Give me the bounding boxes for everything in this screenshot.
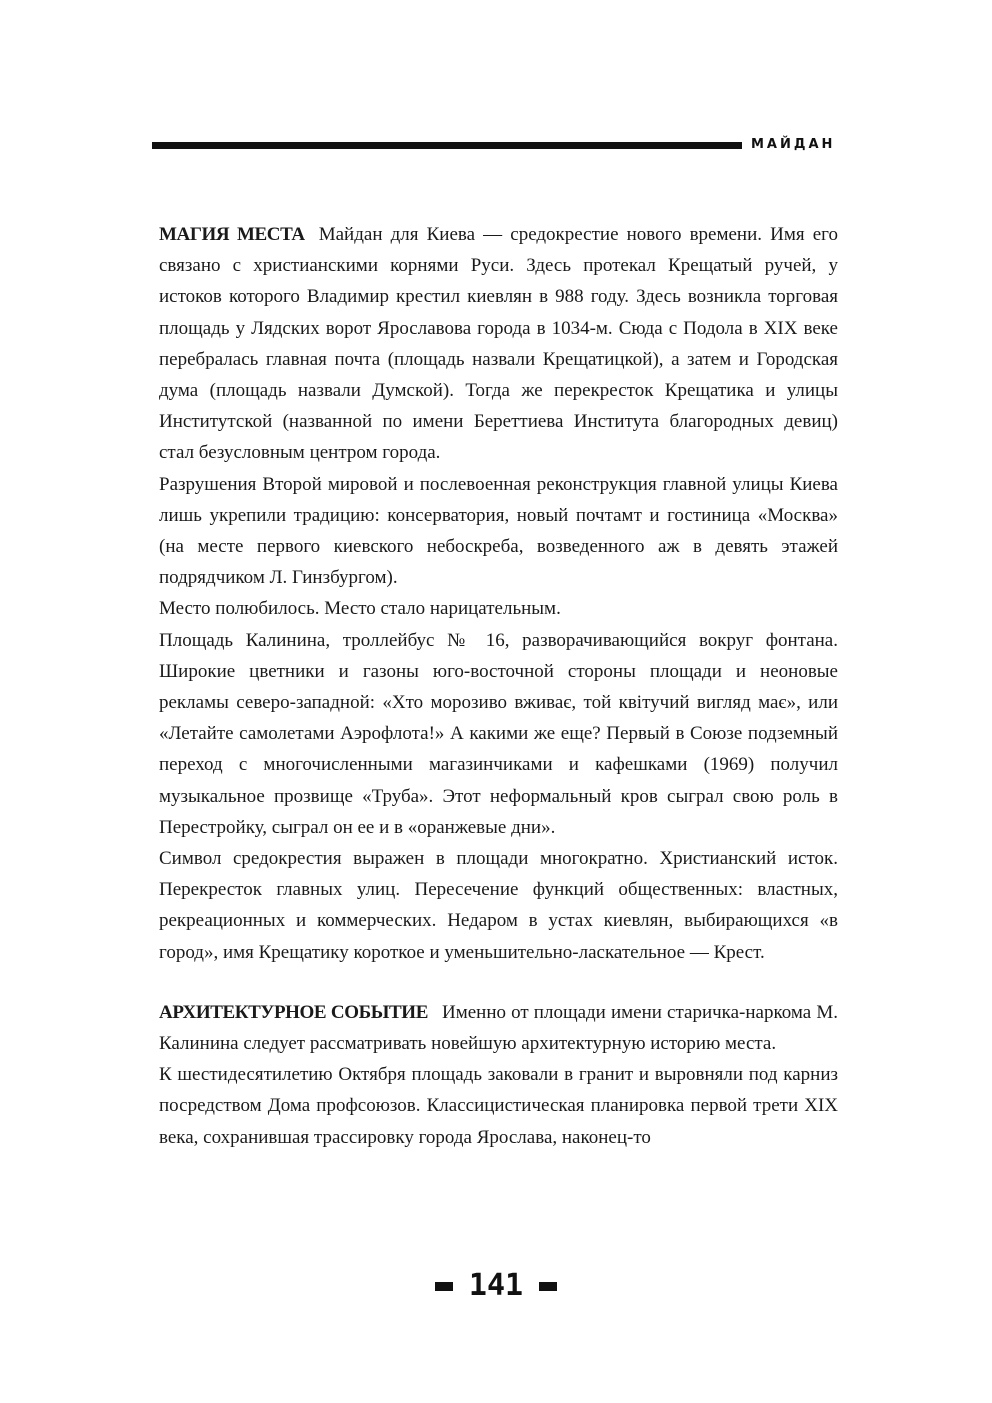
- paragraph: [159, 219, 838, 469]
- paragraph: [159, 997, 838, 1059]
- running-head: МАЙДАН: [751, 137, 836, 152]
- section-title: АРХИТЕКТУРНОЕ СОБЫТИЕ: [159, 1001, 428, 1023]
- paragraph-text: Майдан для Киева — средокрестие нового времени. Имя его связано с христианскими корнями Руси. Здесь протекал Крещатый ручей, у истоков которого Владимир крестил киевлян в 988 году. Здесь возникла торговая площадь у Лядских ворот Ярославова города в 1034-м. Сюда с Подола в XIX веке перебралась главная почта (площадь назвали Крещатицкой), а затем и Городская дума (площадь назвали Думской). Тогда же перекресток Крещатика и улицы Институтской (названной по имени Береттиева Института благородных девиц) стал безусловным центром города.: [159, 224, 838, 464]
- paragraph: К шестидесятилетию Октября площадь заковали в гранит и выровняли под карниз посредством Дома профсоюзов. Классицистическая планировка первой трети XIX века, сохранившая трассировку города Ярослава, наконец-то: [159, 1064, 838, 1148]
- section-architectural-event: [159, 997, 838, 1153]
- page-number: 141: [468, 1268, 524, 1303]
- section-magic-of-place: [159, 219, 838, 968]
- header-rule: [152, 142, 742, 149]
- paragraph: Разрушения Второй мировой и послевоенная реконструкция главной улицы Киева лишь укрепили традицию: консерватория, новый почтамт и гостиница «Москва» (на месте первого киевского небоскреба, возведенного аж в девять этажей подрядчиком Л. Гинзбургом).: [159, 473, 838, 589]
- section-title: МАГИЯ МЕСТА: [159, 224, 305, 245]
- paragraph: Символ средокрестия выражен в площади многократно. Христианский исток. Перекресток главных улиц. Пересечение функций общественных: властных, рекреационных и коммерческих. Недаром в устах киевлян, выбирающихся «в город», имя Крещатику короткое и уменьшительно-ласкательное — Крест.: [159, 848, 838, 963]
- paragraph: Место полюбилось. Место стало нарицательным.: [159, 598, 561, 620]
- page-body: [159, 219, 838, 1182]
- footer-bar-right: [539, 1282, 557, 1291]
- paragraph-text: Именно от площади имени старичка-наркома М. Калинина следует рассматривать новейшую архитектурную историю места.: [159, 1001, 838, 1055]
- page-footer: [0, 1268, 992, 1304]
- paragraph: Площадь Калинина, троллейбус № 16, разворачивающийся вокруг фонтана. Широкие цветники и газоны юго-восточной стороны площади и неоновые рекламы северо-западной: «Хто морозиво вживає, той квітучий вигляд має», или «Летайте самолетами Аэрофлота!» А какими же еще? Первый в Союзе подземный переход с многочисленными магазинчиками и кафешками (1969) получил музыкальное прозвище «Труба». Этот неформальный кров сыграл свою роль в Перестройку, сыграл он ее и в «оранжевые дни».: [159, 629, 838, 838]
- footer-bar-left: [435, 1282, 453, 1291]
